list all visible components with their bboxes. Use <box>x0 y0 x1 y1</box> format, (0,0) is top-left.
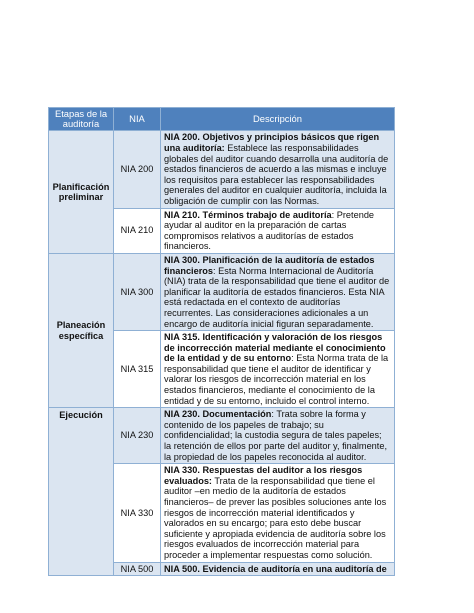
nia-description <box>161 331 395 408</box>
table-row <box>49 408 395 464</box>
nia-code: NIA 300 <box>114 253 161 330</box>
nia-text: : Esta Norma trata de la responsabilidad que tiene el auditor de identificar y valorar los riesgos de incorrección material en los estados financieros, mediante el conocimiento de la entidad y de su entorno, incluido el control interno. <box>164 353 389 406</box>
nia-text: Trata de la responsabilidad que tiene el auditor –en medio de la auditoría de estados financieros– de prever las posibles soluciones ante los riesgos de incorrección material identificados y valorados en su encargo; para esto debe buscar suficiente y apropiada evidencia de auditoría sobre los riesgos evaluados de incorrección material para proceder a implementar respuestas como solución. <box>164 475 387 560</box>
header-descripcion: Descripción <box>161 108 395 131</box>
table-row <box>49 253 395 330</box>
nia-text: : Pretende ayudar al auditor en la preparación de cartas compromisos relativos a auditorías de estados financieros. <box>164 209 375 252</box>
nia-text: Establece las responsabilidades globales del auditor cuando desarrolla una auditoría de estados financieros de acuerdo a las mismas e incluye los requisitos para establecer las responsabilidades generales del auditor en cualquier auditoría, incluida la obligación de cumplir con las Normas. <box>164 143 389 206</box>
header-etapa: Etapas de la auditoría <box>49 108 114 131</box>
nia-code: NIA 315 <box>114 331 161 408</box>
stage-planeacion: Planeación específica <box>49 253 114 407</box>
nia-code: NIA 500 <box>114 562 161 576</box>
nia-title: NIA 210. Términos trabajo de auditoría <box>164 209 332 220</box>
nia-description <box>161 208 395 253</box>
table-row <box>49 131 395 208</box>
nia-code: NIA 230 <box>114 408 161 464</box>
table-header-row <box>49 108 395 131</box>
nia-description <box>161 408 395 464</box>
nia-title: NIA 315. Identificación y valoración de los riesgos de incorrección material mediante el conocimiento de la entidad y de su entorno <box>164 332 386 364</box>
nia-title: NIA 300. Planificación de la auditoría de estados financieros <box>164 254 375 276</box>
stage-planificacion: Planificación preliminar <box>49 131 114 254</box>
header-nia: NIA <box>114 108 161 131</box>
nia-description <box>161 562 395 576</box>
nia-title: NIA 500. Evidencia de auditoría en una auditoría de <box>164 563 387 574</box>
nia-description <box>161 131 395 208</box>
nia-title: NIA 330. Respuestas del auditor a los riesgos evaluados: <box>164 465 363 486</box>
nia-description <box>161 253 395 330</box>
nia-text: : Trata sobre la forma y contenido de los papeles de trabajo; su confidencialidad; la custodia segura de tales papeles; la retención de ellos por parte del auditor y, finalmente, la propiedad de los papeles reconocida al auditor. <box>164 409 388 462</box>
nia-title: NIA 200. Objetivos y principios básicos que rigen una auditoría: <box>164 132 380 153</box>
nia-code: NIA 210 <box>114 208 161 253</box>
nia-title: NIA 230. Documentación <box>164 409 272 420</box>
stage-ejecucion: Ejecución <box>49 408 114 576</box>
nia-code: NIA 330 <box>114 464 161 562</box>
nia-code: NIA 200 <box>114 131 161 208</box>
nia-text: : Esta Norma Internacional de Auditoría (NIA) trata de la responsabilidad que tiene el auditor de planificar la auditoría de estados financieros. Esta NIA está redactada en el contexto de auditorías recurrentes. Las consideraciones adicionales a un encargo de auditoría inicial figuran separadamente. <box>164 265 390 329</box>
nia-table <box>48 107 395 576</box>
nia-description <box>161 464 395 562</box>
